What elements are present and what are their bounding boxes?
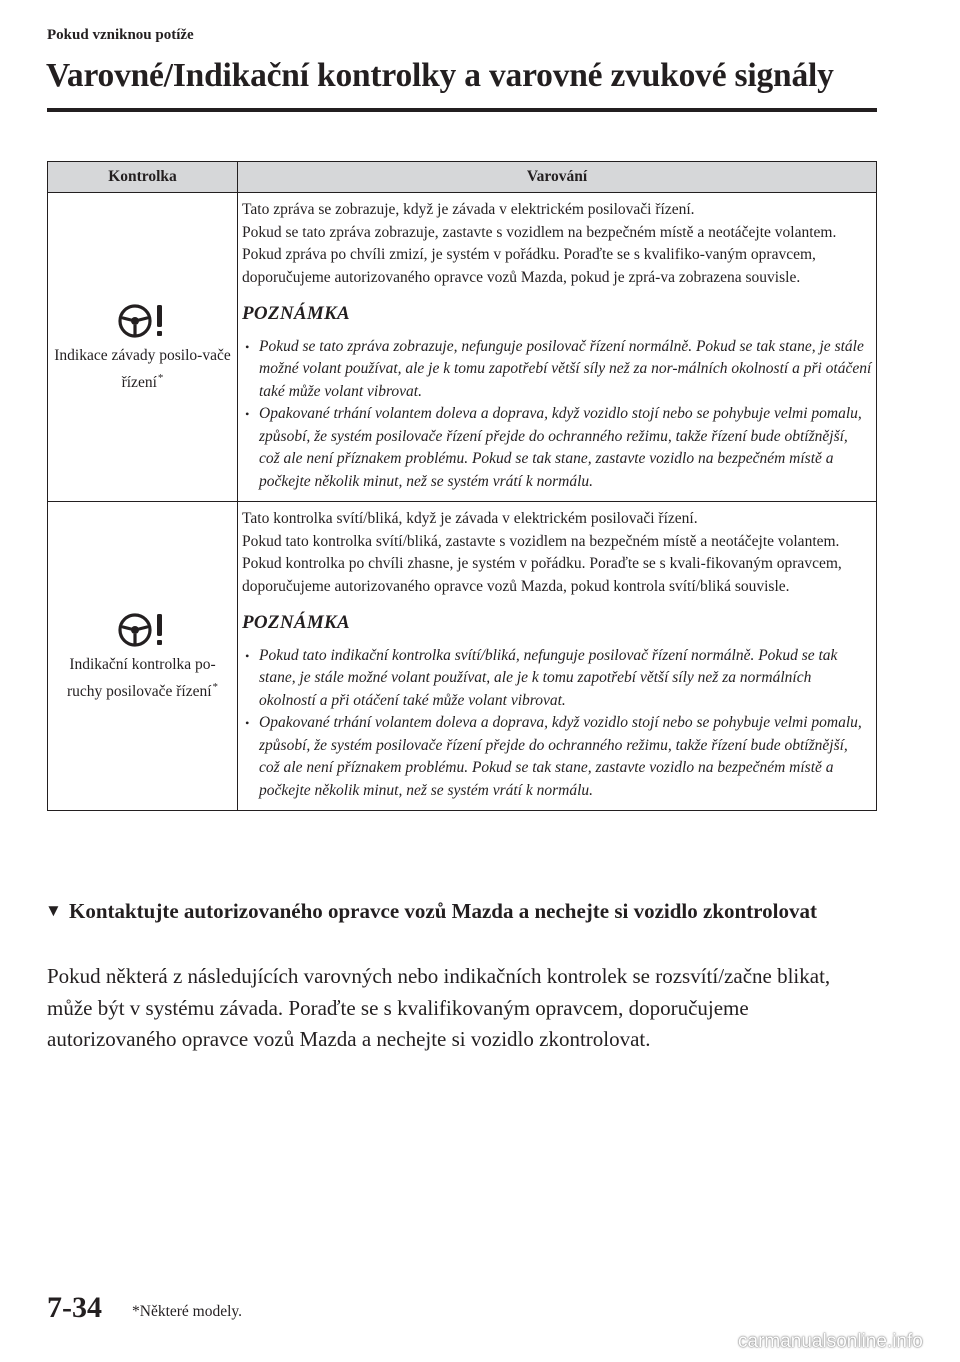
table-header-row [48,162,877,193]
indicator-label: Indikační kontrolka po-ruchy posilovače řízení* [66,655,219,700]
asterisk: * [212,680,219,693]
watermark: carmanualsonline.info [738,1331,923,1352]
page-title: Varovné/Indikační kontrolky a varovné zvukové signály [46,57,834,94]
table-row [48,193,877,502]
note-title: POZNÁMKA [242,303,350,324]
asterisk: * [157,371,164,384]
indicator-cell [48,193,238,502]
column-header-warning: Varování [238,162,877,193]
note-item: • Opakované trhání volantem doleva a doprava, když vozidlo stojí nebo se pohybuje velmi pomalu, způsobí, že systém posilovače řízení přejde do ochranného režimu, takže řízení bude obtížnější, což ale není příznakem problému. Pokud se tak stane, zastavte vozidlo na bezpečném místě a počkejte několik minut, než se systém vrátí k normálu. [242,403,872,493]
indicator-cell [48,502,238,811]
warning-paragraph: Tato zpráva se zobrazuje, když je závada v elektrickém posilovači řízení. [242,201,695,218]
table-row [48,502,877,811]
title-rule [47,108,877,112]
warning-paragraph: Pokud tato kontrolka svítí/bliká, zastavte s vozidlem na bezpečném místě a neotáčejte volantem. Pokud kontrolka po chvíli zhasne, je systém v pořádku. Poraďte se s kvali-fikovaným opravcem, doporučujeme autorizovaného opravce vozů Mazda, pokud kontrola svítí/bliká souvisle. [242,532,842,595]
steering-wheel-warning-icon [115,610,171,650]
indicator-label: Indikace závady posilo-vače řízení* [54,346,231,391]
warning-cell [238,502,877,811]
warning-table [47,161,877,811]
note-list [242,336,872,494]
note-title: POZNÁMKA [242,612,350,633]
warning-paragraph: Tato kontrolka svítí/bliká, když je závada v elektrickém posilovači řízení. [242,510,698,527]
steering-wheel-warning-icon [115,301,171,341]
note-item: • Opakované trhání volantem doleva a doprava, když vozidlo stojí nebo se pohybuje velmi pomalu, způsobí, že systém posilovače řízení přejde do ochranného režimu, takže řízení bude obtížnější, což ale není příznakem problému. Pokud se tak stane, zastavte vozidlo na bezpečném místě a počkejte několik minut, než se systém vrátí k normálu. [242,712,872,802]
note-item: • Pokud tato indikační kontrolka svítí/bliká, nefunguje posilovač řízení normálně. Pokud se tak stane, je stále možné volant používat, ale je k tomu zapotřebí větší síly než za normálních okolností a při otáčení také může volant vibrovat. [242,645,872,713]
subheading [45,896,835,926]
section-label: Pokud vzniknou potíže [47,27,194,43]
subheading-text: Kontaktujte autorizovaného opravce vozů Mazda a nechejte si vozidlo zkontrolovat [69,899,817,923]
warning-paragraph: Pokud se tato zpráva zobrazuje, zastavte s vozidlem na bezpečném místě a neotáčejte volantem. Pokud zpráva po chvíli zmizí, je systém v pořádku. Poraďte se s kvalifiko-vaným opravcem, doporučujeme autorizovaného opravce vozů Mazda, pokud je zprá-va zobrazena souvisle. [242,223,837,286]
body-paragraph: Pokud některá z následujících varovných nebo indikačních kontrolek se rozsvítí/začne blikat, může být v systému závada. Poraďte se s kvalifikovaným opravcem, doporučujeme autorizovaného opravce vozů Mazda a nechejte si vozidlo zkontrolovat. [47,964,831,1051]
page-number: 7-34 [47,1291,102,1324]
footnote: *Některé modely. [132,1303,243,1320]
warning-cell [238,193,877,502]
triangle-down-icon: ▼ [45,901,62,920]
note-item: • Pokud se tato zpráva zobrazuje, nefunguje posilovač řízení normálně. Pokud se tak stane, je stále možné volant používat, ale je k tomu zapotřebí větší síly než za nor-málních okolností a při otáčení také může volant vibrovat. [242,336,872,404]
column-header-indicator: Kontrolka [48,162,238,193]
note-list [242,645,872,803]
